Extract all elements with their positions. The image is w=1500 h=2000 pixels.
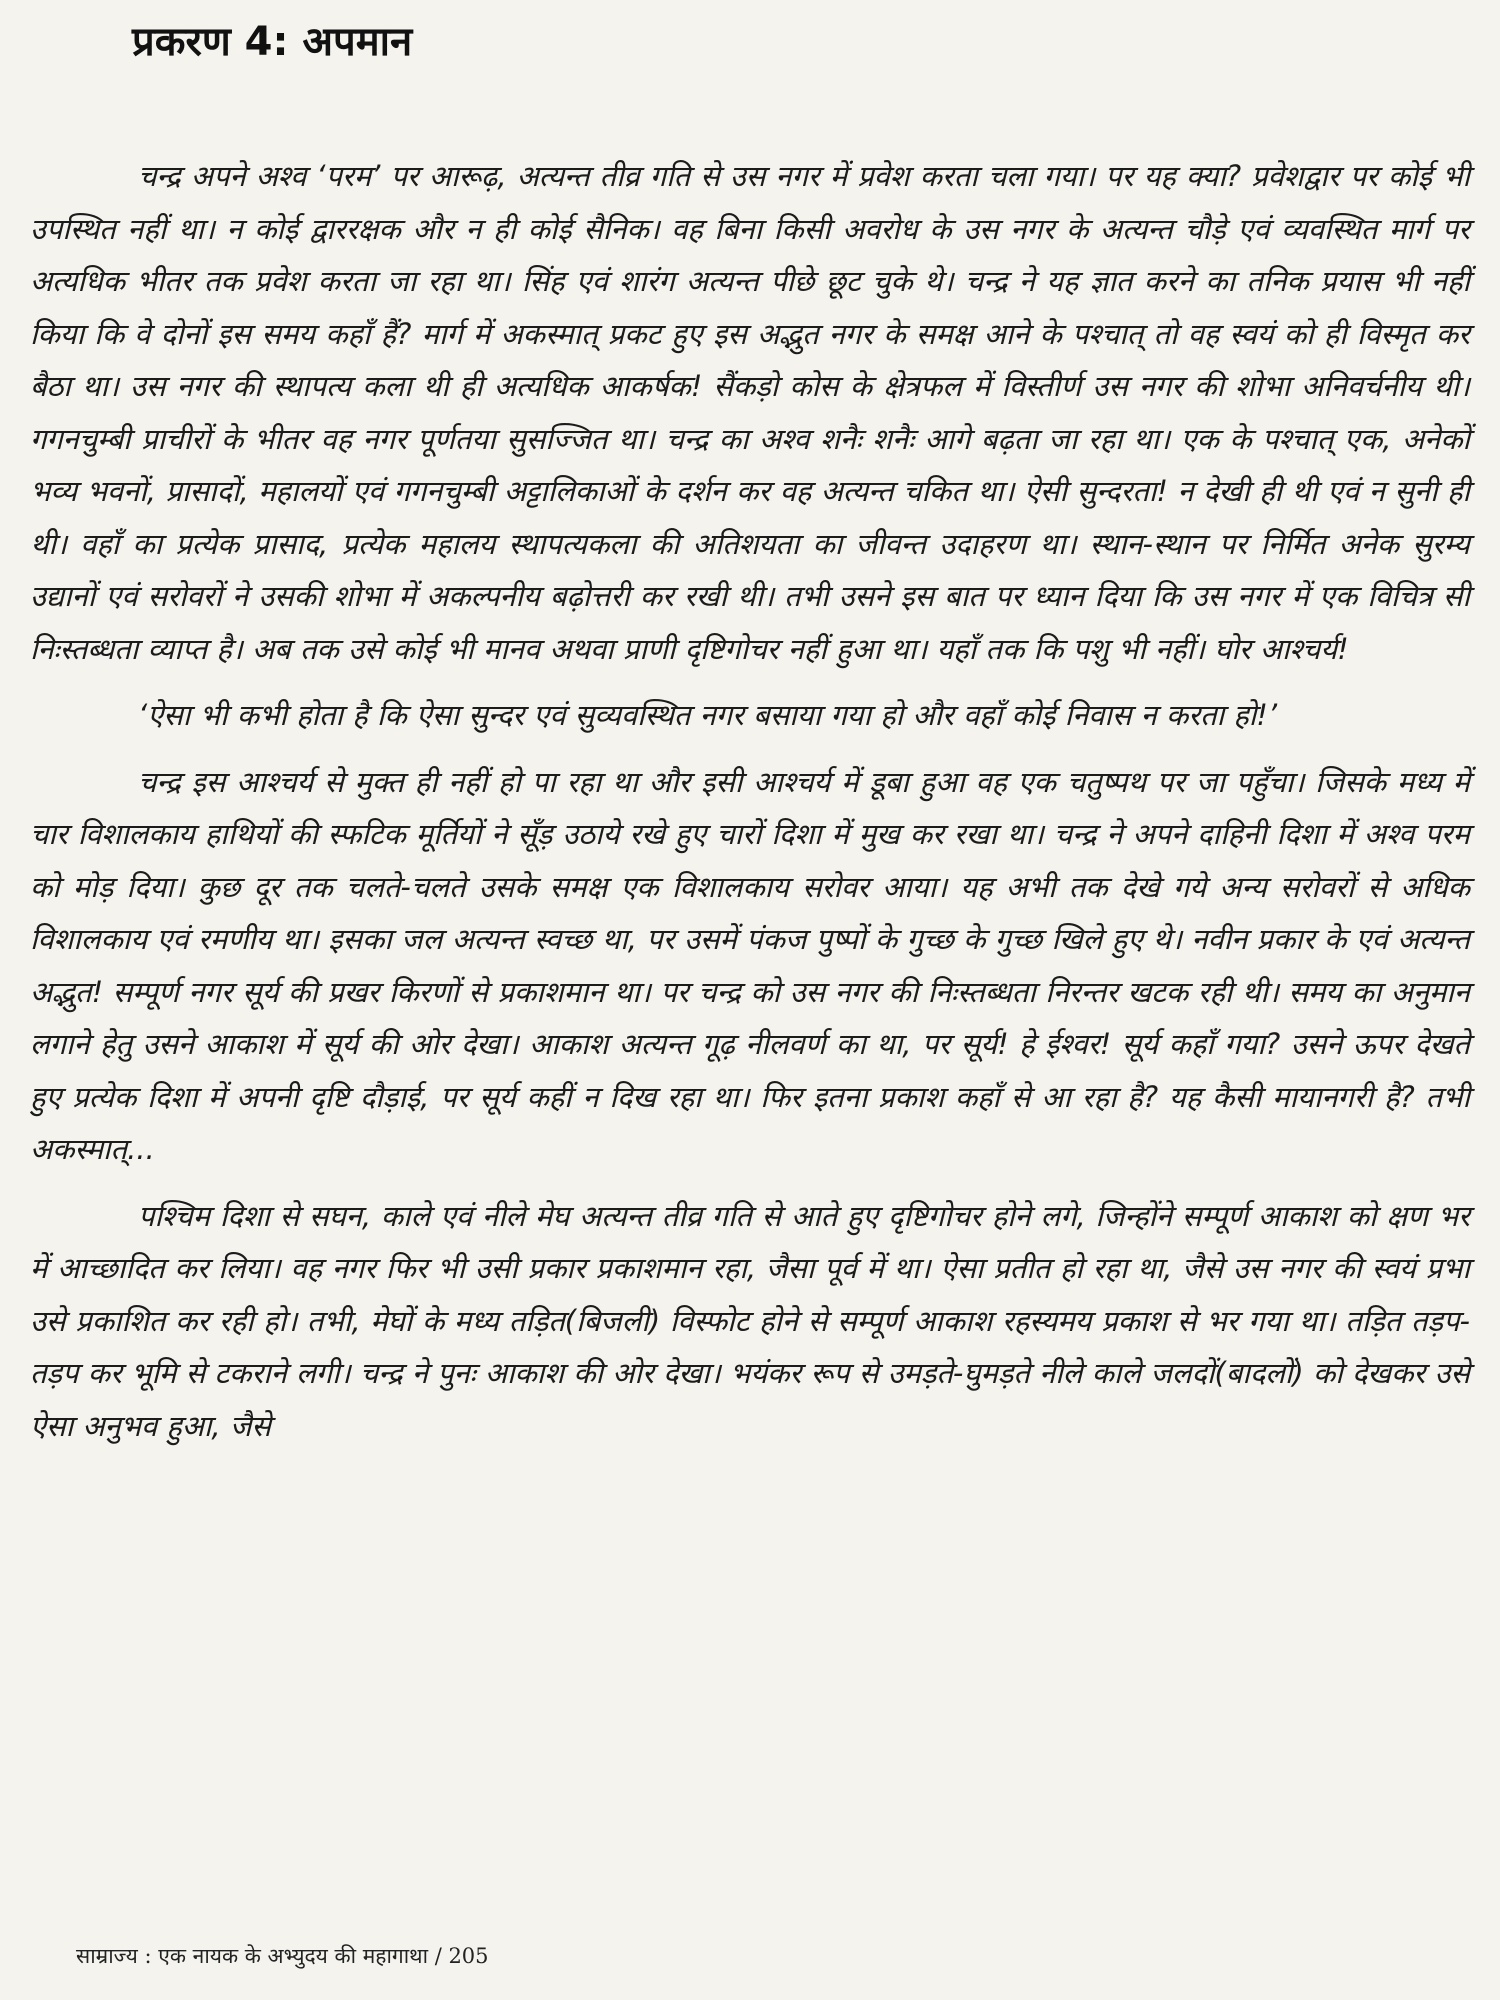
page-footer: साम्राज्य : एक नायक के अभ्युदय की महागाथा / 205 — [76, 1944, 489, 1968]
paragraph-1: चन्द्र अपने अश्व ‘परम’ पर आरूढ़, अत्यन्त तीव्र गति से उस नगर में प्रवेश करता चला गया। पर यह क्या? प्रवेशद्वार पर कोई भी उपस्थित नहीं था। न कोई द्वाररक्षक और न ही कोई सैनिक। वह बिना किसी अवरोध के उस नगर के अत्यन्त चौड़े एवं व्यवस्थित मार्ग पर अत्यधिक भीतर तक प्रवेश करता जा रहा था। सिंह एवं शारंग अत्यन्त पीछे छूट चुके थे। चन्द्र ने यह ज्ञात करने का तनिक प्रयास भी नहीं किया कि वे दोनों इस समय कहाँ हैं? मार्ग में अकस्मात् प्रकट हुए इस अद्भुत नगर के समक्ष आने के पश्चात् तो वह स्वयं को ही विस्मृत कर बैठा था। उस नगर की स्थापत्य कला थी ही अत्यधिक आकर्षक! सैंकड़ो कोस के क्षेत्रफल में विस्तीर्ण उस नगर की शोभा अनिवर्चनीय थी। गगनचुम्बी प्राचीरों के भीतर वह नगर पूर्णतया सुसज्जित था। चन्द्र का अश्व शनैः शनैः आगे बढ़ता जा रहा था। एक के पश्चात् एक, अनेकों भव्य भवनों, प्रासादों, महालयों एवं गगनचुम्बी अट्टालिकाओं के दर्शन कर वह अत्यन्त चकित था। ऐसी सुन्दरता! न देखी ही थी एवं न सुनी ही थी। वहाँ का प्रत्येक प्रासाद, प्रत्येक महालय स्थापत्यकला की अतिशयता का जीवन्त उदाहरण था। स्थान-स्थान पर निर्मित अनेक सुरम्य उद्यानों एवं सरोवरों ने उसकी शोभा में अकल्पनीय बढ़ोत्तरी कर रखी थी। तभी उसने इस बात पर ध्यान दिया कि उस नगर में एक विचित्र सी निःस्तब्धता व्याप्त है। अब तक उसे कोई भी मानव अथवा प्राणी दृष्टिगोचर नहीं हुआ था। यहाँ तक कि पशु भी नहीं। घोर आश्चर्य! — [30, 159, 1470, 666]
paragraph-3: चन्द्र इस आश्चर्य से मुक्त ही नहीं हो पा रहा था और इसी आश्चर्य में डूबा हुआ वह एक चतुष्पथ पर जा पहुँचा। जिसके मध्य में चार विशालकाय हाथियों की स्फटिक मूर्तियों ने सूँड़ उठाये रखे हुए चारों दिशा में मुख कर रखा था। चन्द्र ने अपने दाहिनी दिशा में अश्व परम को मोड़ दिया। कुछ दूर तक चलते-चलते उसके समक्ष एक विशालकाय सरोवर आया। यह अभी तक देखे गये अन्य सरोवरों से अधिक विशालकाय एवं रमणीय था। इसका जल अत्यन्त स्वच्छ था, पर उसमें पंकज पुष्पों के गुच्छ के गुच्छ खिले हुए थे। नवीन प्रकार के एवं अत्यन्त अद्भुत! सम्पूर्ण नगर सूर्य की प्रखर किरणों से प्रकाशमान था। पर चन्द्र को उस नगर की निःस्तब्धता निरन्तर खटक रही थी। समय का अनुमान लगाने हेतु उसने आकाश में सूर्य की ओर देखा। आकाश अत्यन्त गूढ़ नीलवर्ण का था, पर सूर्य! हे ईश्वर! सूर्य कहाँ गया? उसने ऊपर देखते हुए प्रत्येक दिशा में अपनी दृष्टि दौड़ाई, पर सूर्य कहीं न दिख रहा था। फिर इतना प्रकाश कहाँ से आ रहा है? यह कैसी मायानगरी है? तभी अकस्मात्... — [30, 764, 1470, 1166]
paragraph-2-quote: ‘ऐसा भी कभी होता है कि ऐसा सुन्दर एवं सुव्यवस्थित नगर बसाया गया हो और वहाँ कोई निवास न करता हो!’ — [138, 698, 1278, 732]
chapter-title: प्रकरण 4: अपमान — [132, 19, 413, 65]
paragraph-4: पश्चिम दिशा से सघन, काले एवं नीले मेघ अत्यन्त तीव्र गति से आते हुए दृष्टिगोचर होने लगे, जिन्होंने सम्पूर्ण आकाश को क्षण भर में आच्छादित कर लिया। वह नगर फिर भी उसी प्रकार प्रकाशमान रहा, जैसा पूर्व में था। ऐसा प्रतीत हो रहा था, जैसे उस नगर की स्वयं प्रभा उसे प्रकाशित कर रही हो। तभी, मेघों के मध्य तड़ित(बिजली) विस्फोट होने से सम्पूर्ण आकाश रहस्यमय प्रकाश से भर गया था। तड़ित तड़प-तड़प कर भूमि से टकराने लगी। चन्द्र ने पुनः आकाश की ओर देखा। भयंकर रूप से उमड़ते-घुमड़ते नीले काले जलदों(बादलों) को देखकर उसे ऐसा अनुभव हुआ, जैसे — [30, 1198, 1470, 1443]
body-text — [30, 150, 1470, 1466]
